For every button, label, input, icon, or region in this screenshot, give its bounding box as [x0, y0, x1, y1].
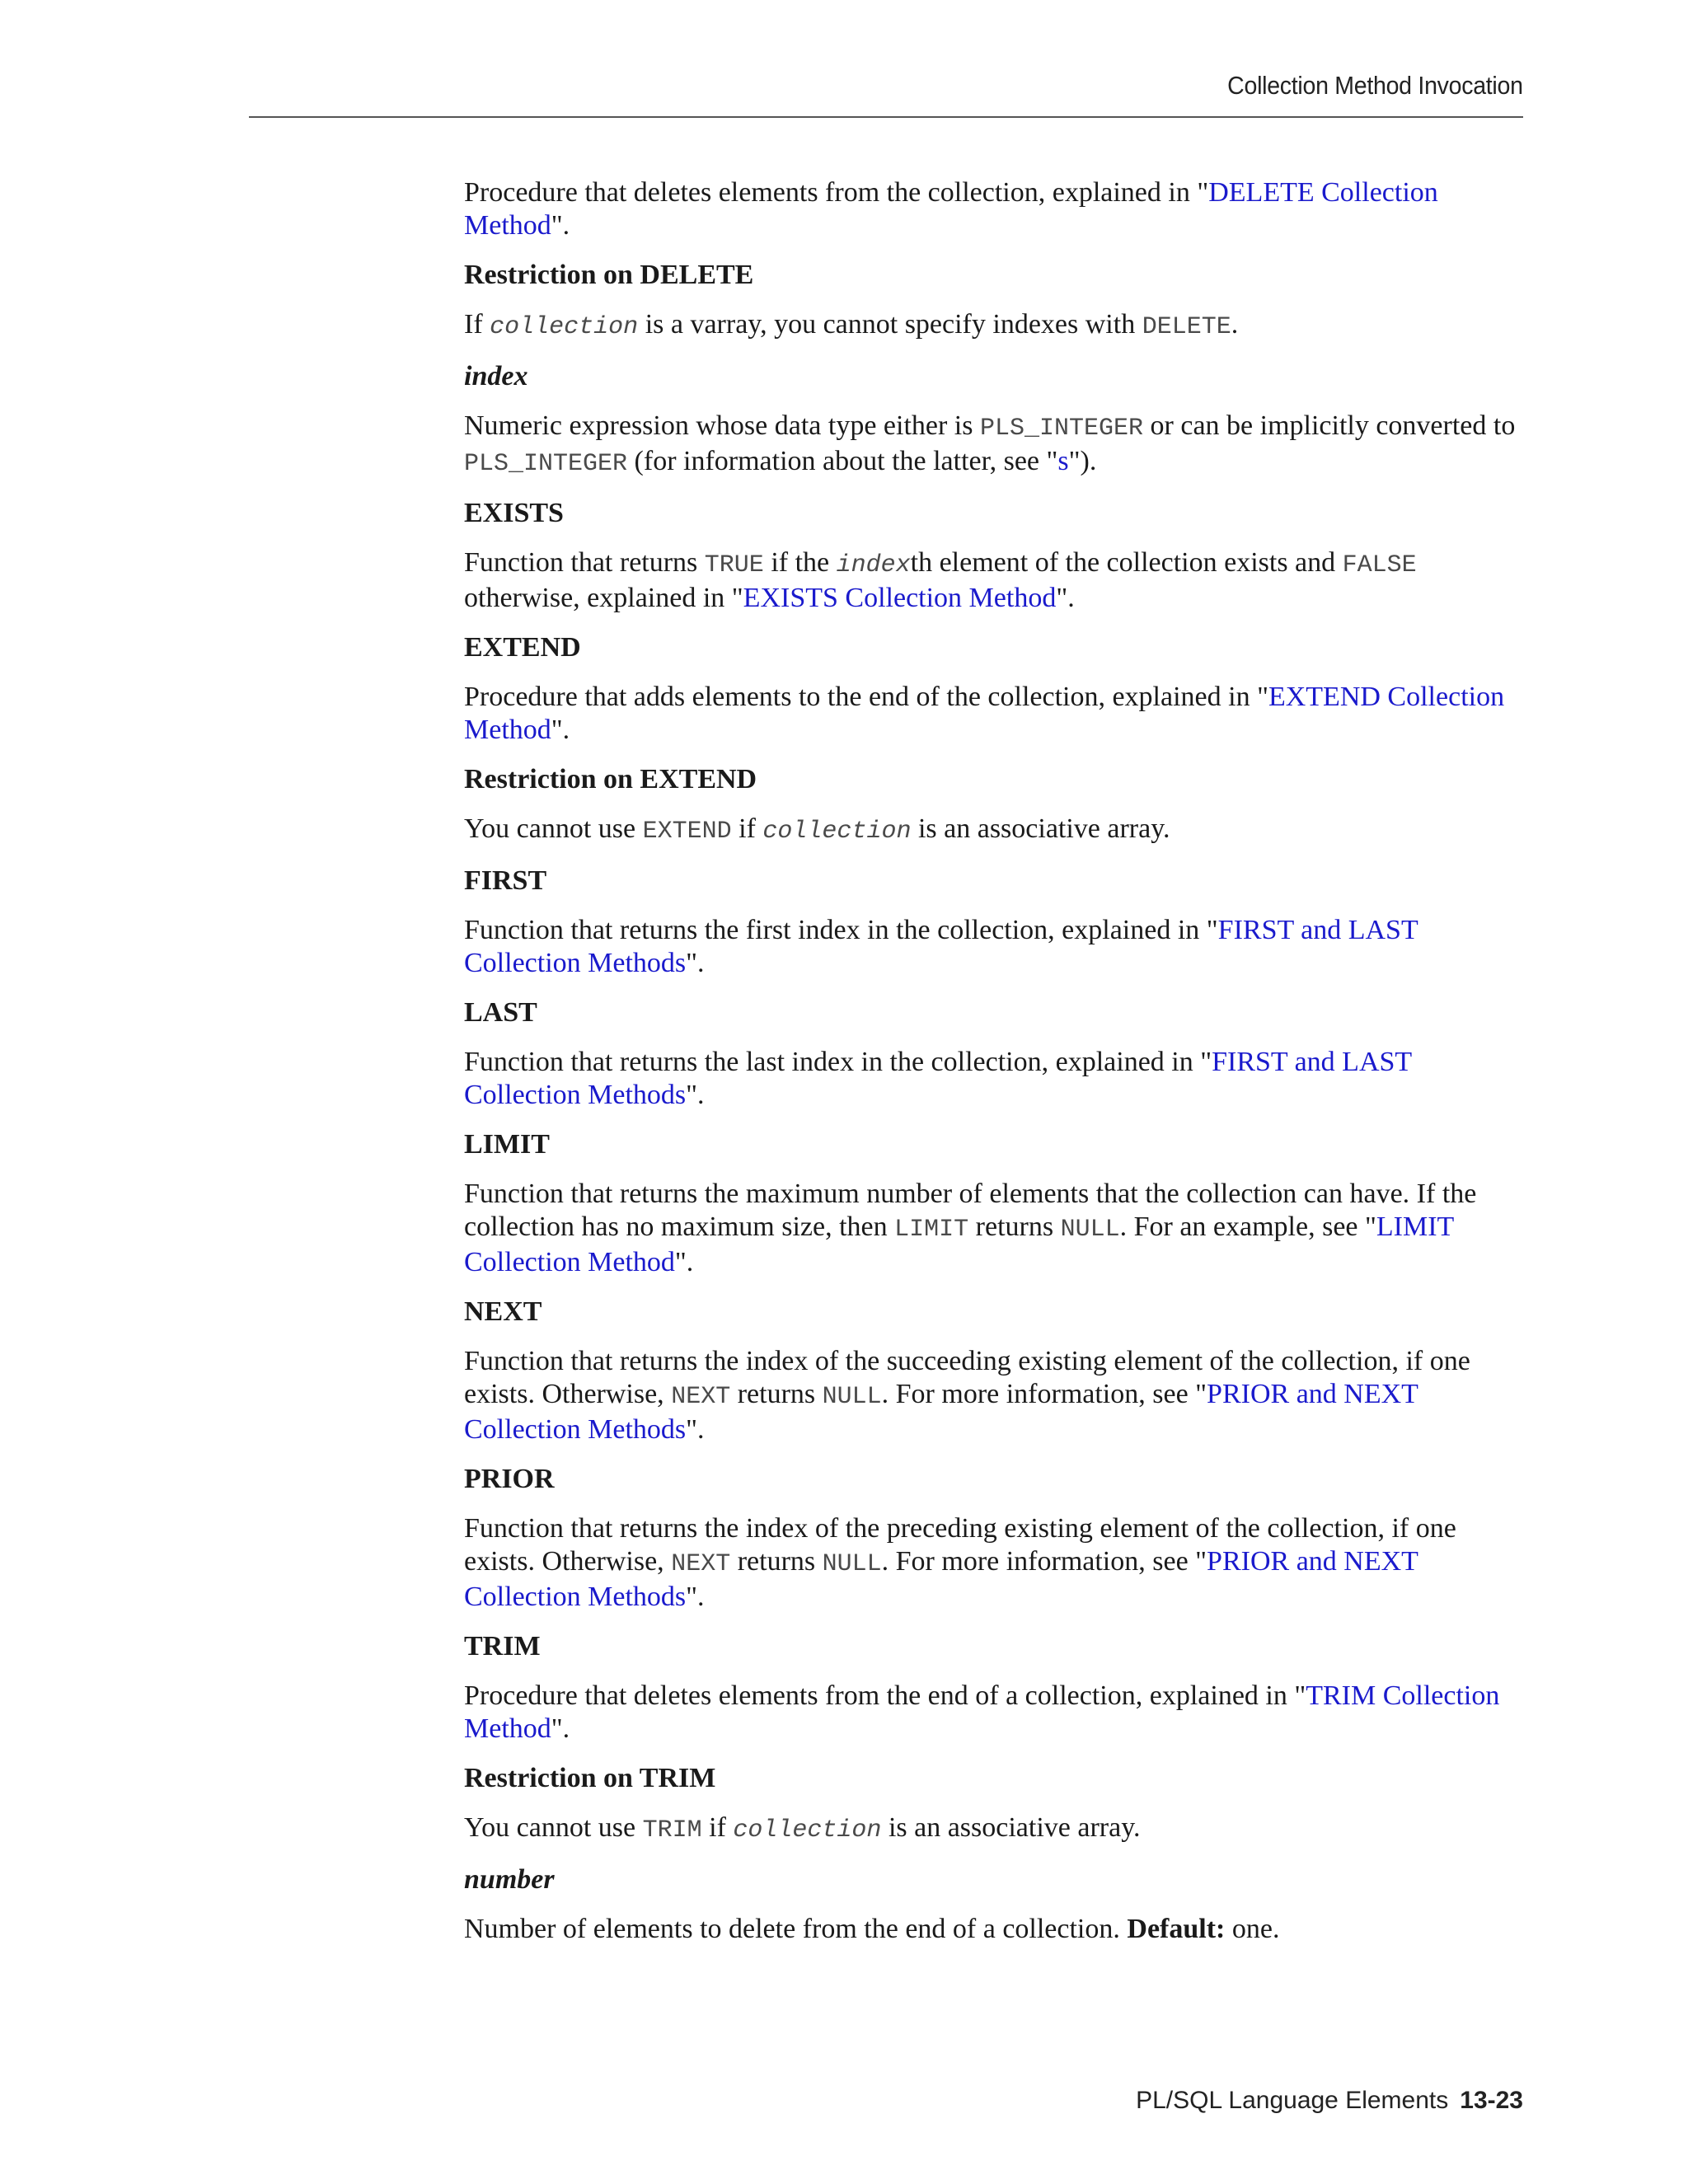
first-last-methods-link[interactable]: FIRST and LAST Collection Methods	[464, 915, 1418, 978]
header-divider	[249, 116, 1523, 118]
index-conversion-link[interactable]: s	[1057, 446, 1069, 476]
extend-description: Procedure that adds elements to the end of the collection, explained in "EXTEND Collection Method".	[464, 682, 1505, 745]
trim-heading: TRIM	[464, 1631, 541, 1661]
restriction-delete-heading: Restriction on DELETE	[464, 260, 754, 290]
extend-method-link[interactable]: EXTEND Collection Method	[464, 682, 1505, 745]
prior-next-methods-link[interactable]: PRIOR and NEXT Collection Methods	[464, 1379, 1418, 1445]
restriction-extend-heading: Restriction on EXTEND	[464, 764, 757, 794]
index-heading: index	[464, 361, 528, 391]
prior-description: Function that returns the index of the preceding existing element of the collection, if one exists. Otherwise, NEXT returns NULL. For more information, see "PRIOR and NEXT Collection Methods".	[464, 1513, 1456, 1612]
restriction-trim-heading: Restriction on TRIM	[464, 1763, 716, 1793]
next-description: Function that returns the index of the succeeding existing element of the collection, if one exists. Otherwise, NEXT returns NULL. For more information, see "PRIOR and NEXT Collection Methods".	[464, 1346, 1470, 1445]
prior-next-methods-link[interactable]: PRIOR and NEXT Collection Methods	[464, 1546, 1418, 1612]
page-number: 13-23	[1460, 2087, 1523, 2114]
trim-description: Procedure that deletes elements from the end of a collection, explained in "TRIM Collection Method".	[464, 1680, 1500, 1744]
restriction-trim-text: You cannot use TRIM if collection is an associative array.	[464, 1812, 1141, 1844]
limit-heading: LIMIT	[464, 1129, 550, 1160]
limit-description: Function that returns the maximum number of elements that the collection can have. If the collection has no maximum size, then LIMIT returns NULL. For an example, see "LIMIT Collection Method".	[464, 1179, 1477, 1277]
extend-heading: EXTEND	[464, 632, 581, 663]
last-heading: LAST	[464, 997, 537, 1028]
delete-method-link[interactable]: DELETE Collection Method	[464, 177, 1438, 241]
first-heading: FIRST	[464, 865, 547, 896]
running-header: Collection Method Invocation	[1227, 71, 1523, 100]
last-description: Function that returns the last index in the collection, explained in "FIRST and LAST Collection Methods".	[464, 1047, 1412, 1110]
restriction-delete-text: If collection is a varray, you cannot specify indexes with DELETE.	[464, 309, 1239, 341]
exists-heading: EXISTS	[464, 498, 564, 528]
limit-method-link[interactable]: LIMIT Collection Method	[464, 1212, 1454, 1277]
first-description: Function that returns the first index in the collection, explained in "FIRST and LAST Collection Methods".	[464, 915, 1418, 978]
number-description: Number of elements to delete from the end of a collection. Default: one.	[464, 1914, 1280, 1944]
footer-book-title: PL/SQL Language Elements	[1136, 2087, 1449, 2114]
number-heading: number	[464, 1864, 555, 1895]
delete-description: Procedure that deletes elements from the collection, explained in "DELETE Collection Method".	[464, 177, 1438, 241]
index-description: Numeric expression whose data type either is PLS_INTEGER or can be implicitly converted to PLS_INTEGER (for information about the latter, see "s").	[464, 410, 1516, 478]
prior-heading: PRIOR	[464, 1464, 555, 1494]
exists-description: Function that returns TRUE if the indexth element of the collection exists and FALSE otherwise, explained in "EXISTS Collection Method".	[464, 547, 1417, 613]
exists-method-link[interactable]: EXISTS Collection Method	[743, 583, 1057, 613]
page-content	[464, 176, 1527, 1962]
first-last-methods-link[interactable]: FIRST and LAST Collection Methods	[464, 1047, 1412, 1110]
restriction-extend-text: You cannot use EXTEND if collection is an associative array.	[464, 813, 1170, 846]
page-footer	[1136, 2087, 1523, 2115]
trim-method-link[interactable]: TRIM Collection Method	[464, 1680, 1500, 1744]
next-heading: NEXT	[464, 1296, 542, 1327]
